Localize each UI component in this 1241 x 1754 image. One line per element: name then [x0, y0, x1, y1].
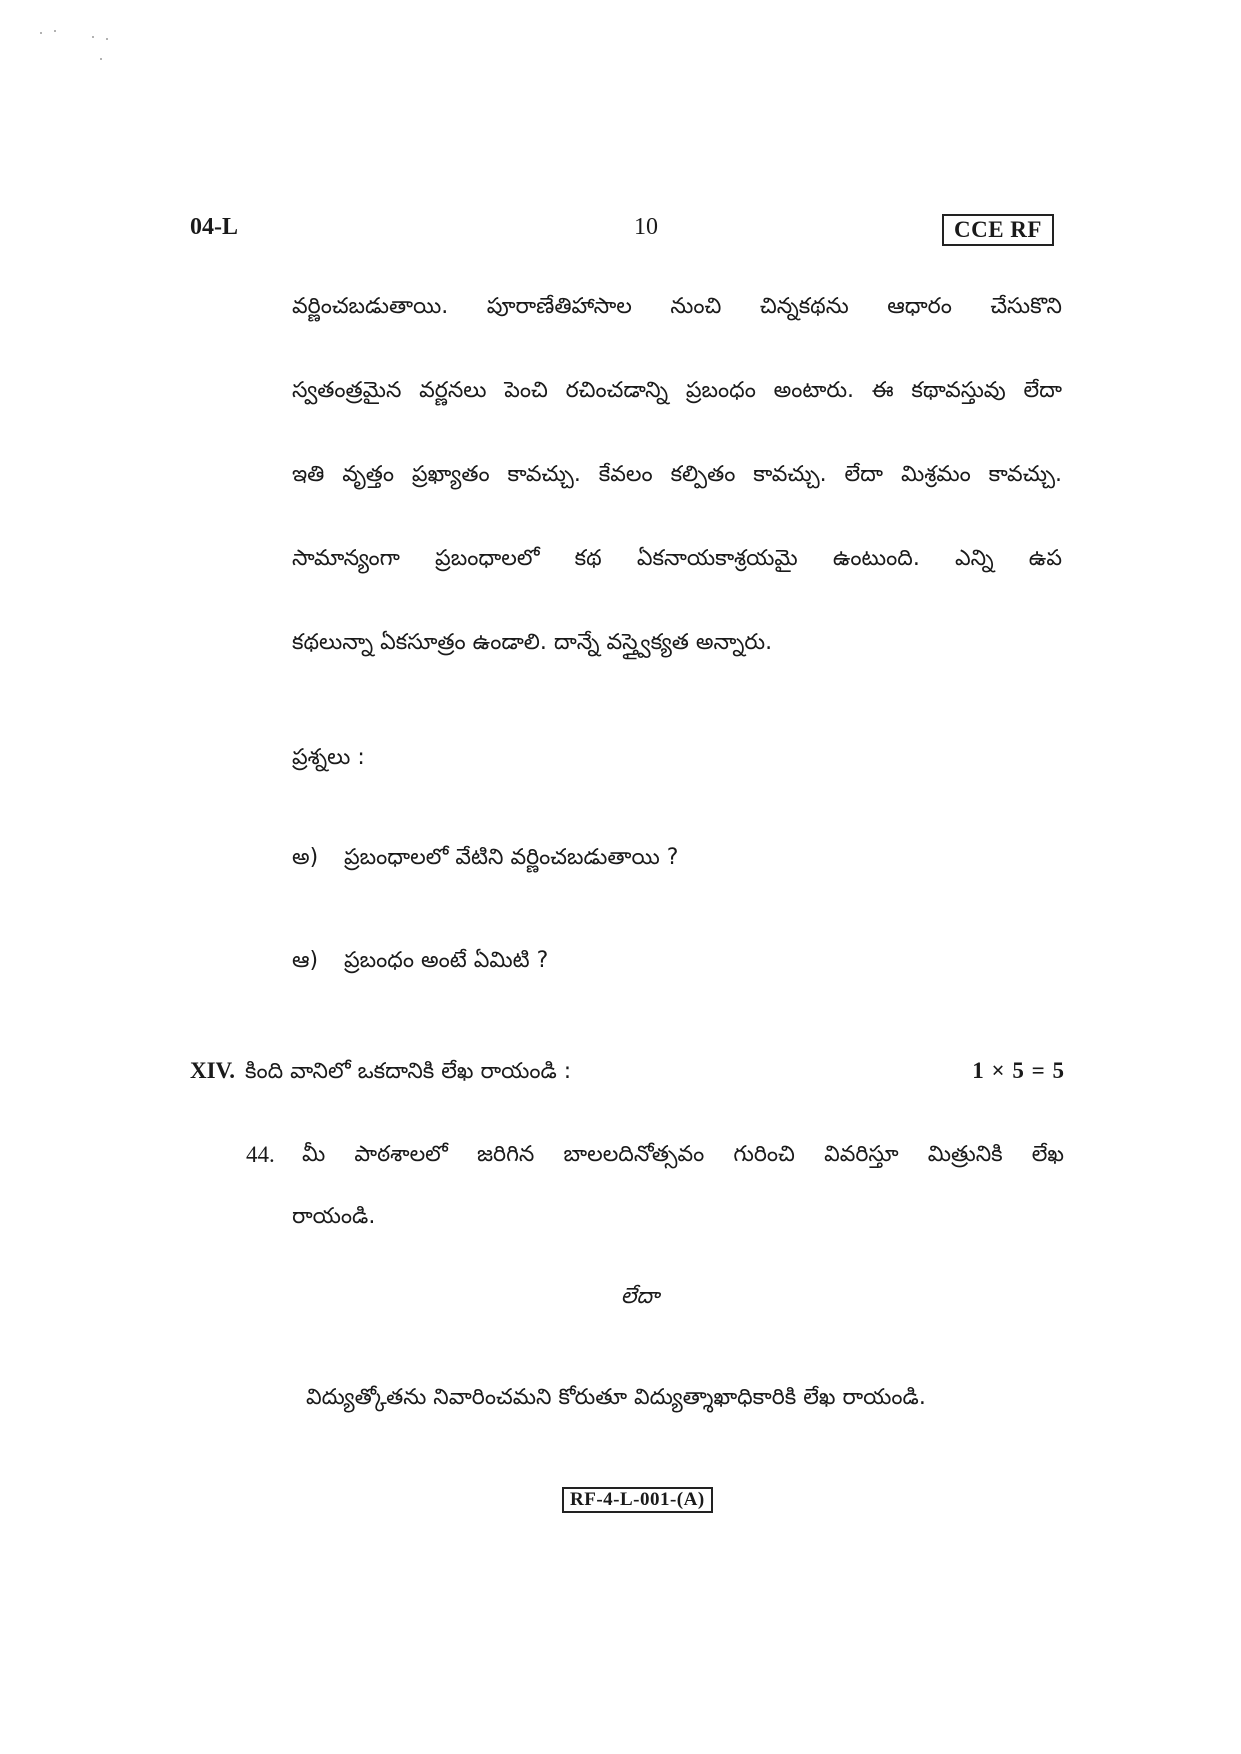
sub-question-mark: ఆ) [292, 948, 319, 973]
scan-speck [106, 38, 108, 40]
page-number: 10 [634, 214, 658, 240]
passage-line: వర్ణించబడుతాయి. పూరాణేతిహాసాల నుంచి చిన్నకథను ఆధారం చేసుకొని [292, 294, 1062, 319]
scan-speck [54, 30, 56, 32]
section-xiv [190, 1058, 1065, 1089]
passage-line: కథలున్నా ఏకసూత్రం ఉండాలి. దాన్నే వస్త్వైక్యత అన్నారు. [292, 630, 773, 655]
scan-speck [92, 36, 94, 38]
sub-question-text: ప్రబంధాలలో వేటిని వర్ణించబడుతాయి ? [344, 845, 679, 870]
scan-speck [100, 58, 102, 60]
sub-question-text: ప్రబంధం అంటే ఏమిటి ? [344, 948, 549, 973]
cce-rf-badge: CCE RF [942, 214, 1054, 246]
sub-question-a [292, 845, 678, 875]
scan-speck [40, 32, 42, 34]
section-marks: 1 × 5 = 5 [972, 1058, 1065, 1083]
passage-line: సామాన్యంగా ప్రబంధాలలో కథ ఏకనాయకాశ్రయమై ఉంటుంది. ఎన్ని ఉప [292, 546, 1062, 571]
footer-code: RF-4-L-001-(A) [562, 1487, 713, 1513]
question-number: 44. [246, 1142, 275, 1167]
question-44-line: మీ పాఠశాలలో జరిగిన బాలలదినోత్సవం గురించి వివరిస్తూ మిత్రునికి లేఖ [302, 1142, 1064, 1167]
sub-question-aa [292, 948, 548, 978]
passage-line: ఇతి వృత్తం ప్రఖ్యాతం కావచ్చు. కేవలం కల్పితం కావచ్చు. లేదా మిశ్రమం కావచ్చు. [292, 462, 1062, 487]
questions-heading: ప్రశ్నలు : [292, 745, 365, 770]
or-label: లేదా [620, 1284, 660, 1309]
paper-code: 04-L [190, 214, 238, 240]
passage-line: స్వతంత్రమైన వర్ణనలు పెంచి రచించడాన్ని ప్రబంధం అంటారు. ఈ కథావస్తువు లేదా [292, 378, 1062, 403]
sub-question-mark: అ) [292, 845, 319, 870]
section-number: XIV. [190, 1058, 235, 1083]
section-instruction: కింది వానిలో ఒకదానికి లేఖ రాయండి : [244, 1059, 572, 1084]
question-44-line: రాయండి. [292, 1204, 376, 1229]
alternative-question: విద్యుత్కోతను నివారించమని కోరుతూ విద్యుత్శాఖాధికారికి లేఖ రాయండి. [306, 1385, 926, 1410]
